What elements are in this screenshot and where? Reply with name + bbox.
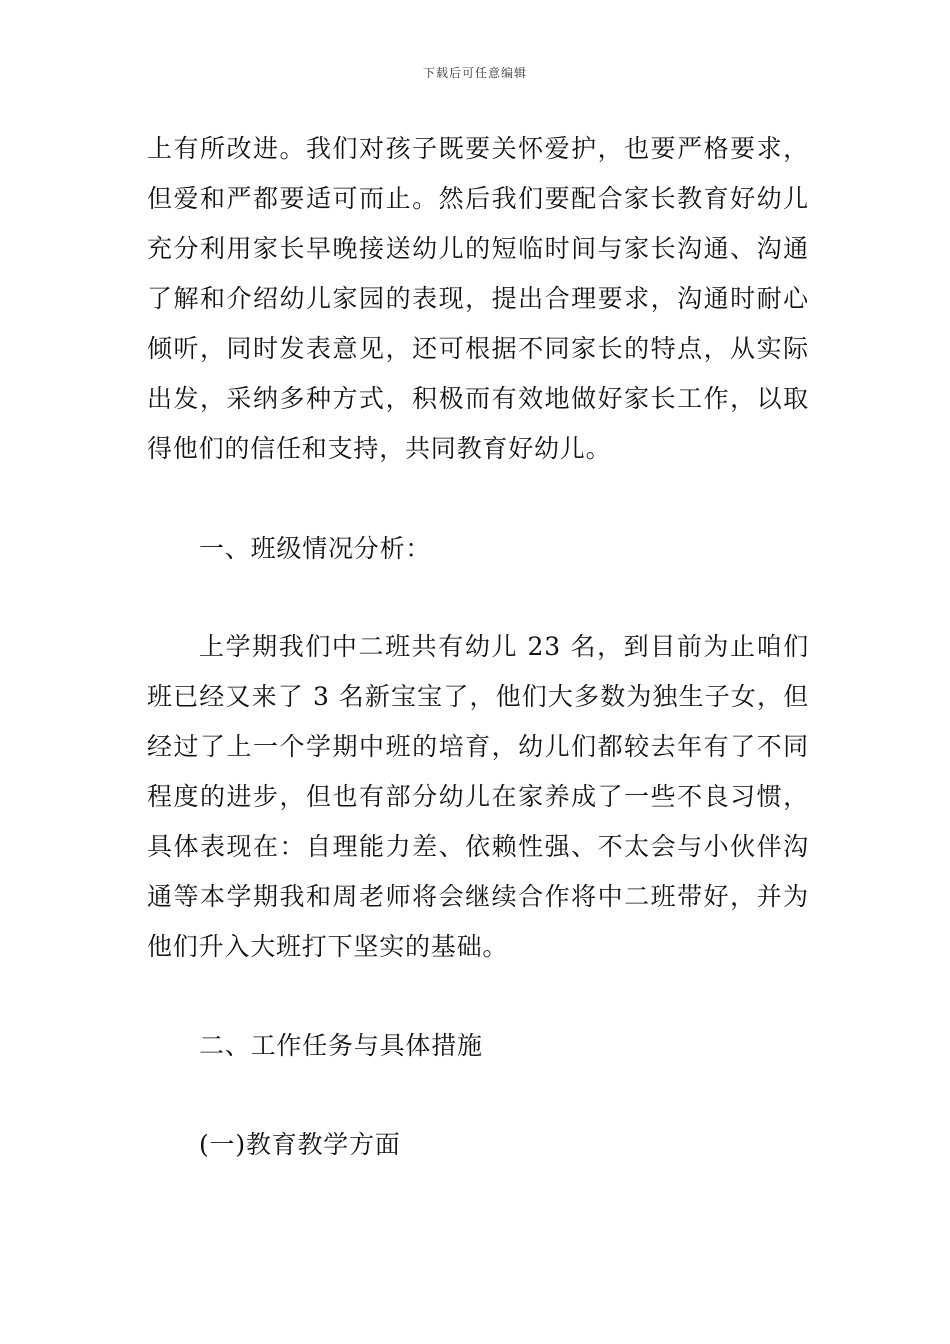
section-heading-2: 二、工作任务与具体措施 [199,1031,483,1060]
subsection-heading-1: (一)教育教学方面 [199,1130,401,1159]
body-paragraph-1: 上有所改进。我们对孩子既要关怀爱护，也要严格要求，但爱和严都要适可而止。然后我们要配合家长教育好幼儿充分利用家长早晚接送幼儿的短临时间与家长沟通、沟通了解和介绍幼儿家园的表现，提出合理要求，沟通时耐心倾听，同时发表意见，还可根据不同家长的特点，从实际出发，采纳多种方式，积极而有效地做好家长工作，以取得他们的信任和支持，共同教育好幼儿。 [147,134,809,463]
paragraph-block-1 [147,124,809,474]
body-paragraph-2: 上学期我们中二班共有幼儿 23 名，到目前为止咱们班已经又来了 3 名新宝宝了，他们大多数为独生子女，但经过了上一个学期中班的培育，幼儿们都较去年有了不同程度的进步，但也有部分幼儿在家养成了一些不良习惯，具体表现在：自理能力差、依赖性强、不太会与小伙伴沟通等本学期我和周老师将会继续合作将中二班带好，并为他们升入大班打下坚实的基础。 [147,632,809,961]
paragraph-block-2 [147,622,809,972]
page-header-note: 下载后可任意编辑 [422,66,527,80]
section-heading-1: 一、班级情况分析： [199,534,432,563]
